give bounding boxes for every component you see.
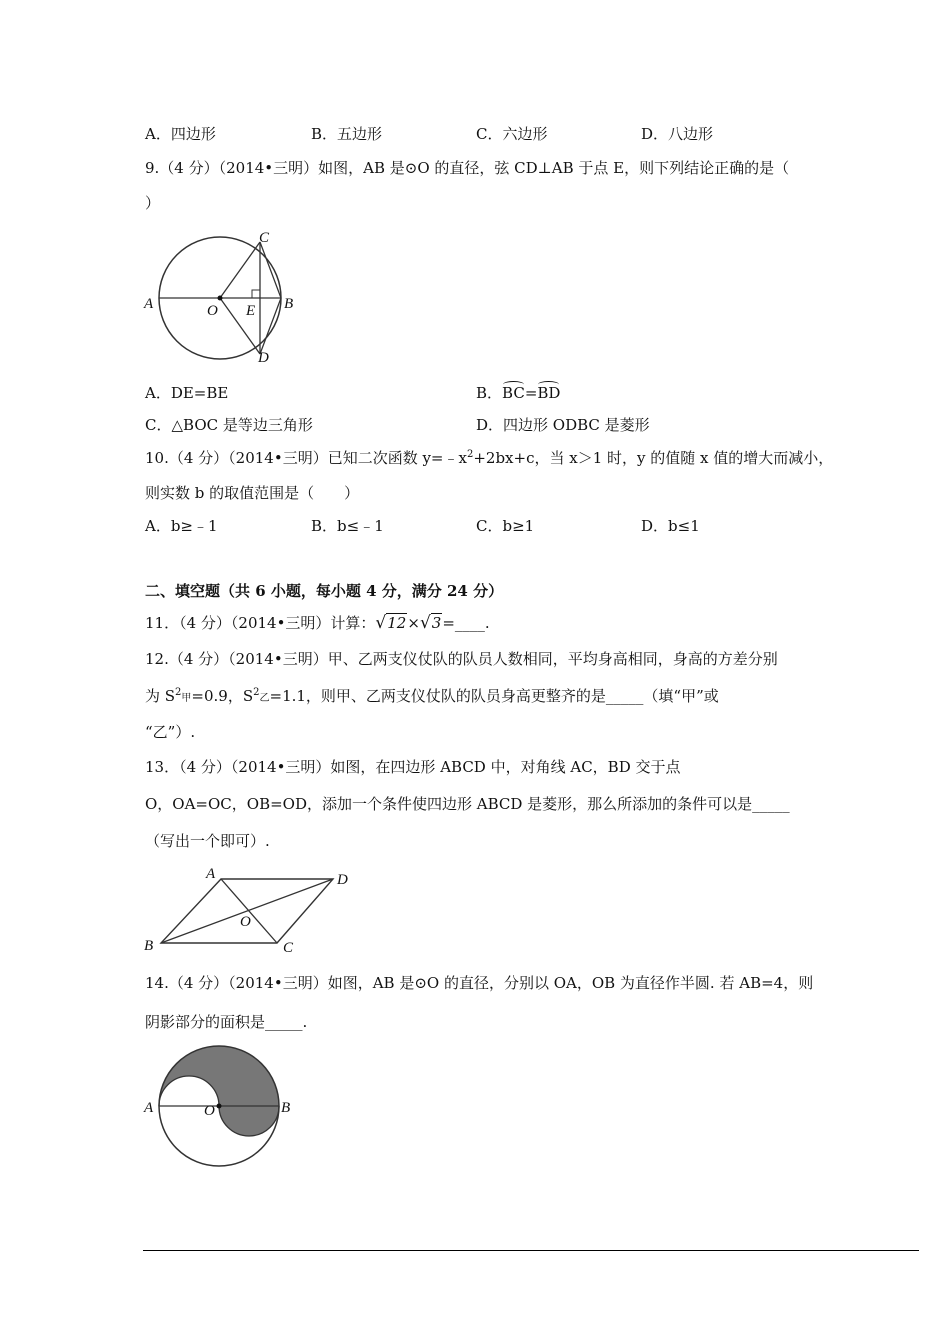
q12-sup2: 2 <box>253 687 260 698</box>
q14-label-b: B <box>281 1100 291 1116</box>
q11-suffix: =____. <box>442 614 490 632</box>
q9-option-d: D．四边形 ODBC 是菱形 <box>476 416 650 434</box>
q8-option-c: C．六边形 <box>476 125 548 143</box>
q9-circle-figure <box>138 228 308 368</box>
q11-line: 11．（4 分）（2014•三明）计算：√12×√3=____. <box>145 613 490 633</box>
q8-option-a: A．四边形 <box>145 125 216 143</box>
q10-line1-sup: 2 <box>466 449 474 460</box>
q13-line3: （写出一个即可）. <box>145 832 270 850</box>
q12-sup1: 2 <box>175 687 182 698</box>
q14-line1: 14.（4 分）（2014•三明）如图，AB 是⊙O 的直径，分别以 OA，OB 为直径作半圆. 若 AB=4，则 <box>145 974 814 992</box>
q9-label-a: A <box>144 296 154 312</box>
q11-radicand-1: 12 <box>387 614 407 632</box>
q14-shaded-lower <box>219 1106 279 1136</box>
q12-line2-c: =1.1，则甲、乙两支仪仗队的队员身高更整齐的是_____（填“甲”或 <box>269 687 719 705</box>
q11-prefix: 11．（4 分）（2014•三明）计算： <box>145 614 376 632</box>
q13-label-b: B <box>144 938 154 954</box>
q12-line1: 12.（4 分）（2014•三明）甲、乙两支仪仗队的队员人数相同，平均身高相同，身高的方差分别 <box>145 650 778 668</box>
q10-option-b: B．b≤﹣1 <box>311 517 384 535</box>
q9-right-angle-mark <box>252 290 260 298</box>
q13-line1: 13．（4 分）（2014•三明）如图，在四边形 ABCD 中，对角线 AC，BD 交于点 <box>145 758 681 776</box>
section2-title: 二、填空题（共 6 小题，每小题 4 分，满分 24 分） <box>145 582 504 600</box>
q12-line2-b: =0.9，S <box>191 687 254 705</box>
q9-label-c: C <box>259 230 270 246</box>
q9-label-b: B <box>284 296 294 312</box>
q12-line3: “乙”）. <box>145 723 196 741</box>
q9-center-dot <box>218 296 223 301</box>
footer-rule <box>143 1250 919 1251</box>
q12-line2 <box>145 685 719 706</box>
q10-option-a: A．b≥﹣1 <box>145 517 218 535</box>
q9-segment-db <box>260 298 281 354</box>
q13-label-o: O <box>240 914 251 930</box>
q8-option-d: D．八边形 <box>641 125 714 143</box>
q9-label-o: O <box>207 303 218 319</box>
q12-sub2: 乙 <box>259 693 270 704</box>
q12-sub1: 甲 <box>181 693 192 704</box>
q13-diagonal-bd <box>161 879 333 943</box>
q11-radicand-2: 3 <box>431 614 442 632</box>
q13-diagonal-ac <box>221 879 277 943</box>
q9-option-b-prefix: B． <box>476 384 503 402</box>
q13-parallelogram-figure <box>138 862 358 957</box>
q9-stem-end: ） <box>145 194 161 212</box>
q12-line2-a: 为 S <box>145 687 176 705</box>
q8-option-b: B．五边形 <box>311 125 383 143</box>
q14-label-o: O <box>204 1103 215 1119</box>
q10-option-c: C．b≥1 <box>476 517 535 535</box>
q13-label-c: C <box>283 940 294 956</box>
q10-line1-part-a: 10.（4 分）（2014•三明）已知二次函数 y=﹣x <box>145 449 467 467</box>
q9-option-b-arc-bd: BD <box>537 384 561 402</box>
q14-label-a: A <box>144 1100 154 1116</box>
q9-label-e: E <box>246 303 256 319</box>
q11-times: × <box>407 614 420 632</box>
q9-option-a: A．DE=BE <box>145 384 229 402</box>
q14-circle-figure <box>138 1036 308 1171</box>
q9-stem: 9.（4 分）（2014•三明）如图，AB 是⊙O 的直径，弦 CD⊥AB 于点 E，则下列结论正确的是（ <box>145 159 790 177</box>
q10-line1-part-b: +2bx+c，当 x＞1 时，y 的值随 x 值的增大而减小， <box>473 449 834 467</box>
q10-line1 <box>145 447 833 468</box>
q9-segment-cb <box>260 242 281 298</box>
q13-label-a: A <box>206 866 216 882</box>
q9-option-b <box>476 382 560 403</box>
q10-option-d: D．b≤1 <box>641 517 700 535</box>
q9-label-d: D <box>258 350 269 366</box>
q13-label-d: D <box>337 872 348 888</box>
q14-line2: 阴影部分的面积是_____. <box>145 1013 308 1031</box>
q9-option-b-equals: = <box>524 384 538 402</box>
q9-option-c: C．△BOC 是等边三角形 <box>145 416 313 434</box>
q13-line2: O，OA=OC，OB=OD，添加一个条件使四边形 ABCD 是菱形，那么所添加的条件可以是_____ <box>145 795 790 813</box>
q9-option-b-arc-bc: BC <box>502 384 525 402</box>
q14-center-dot <box>217 1104 222 1109</box>
q10-line2: 则实数 b 的取值范围是（ ） <box>145 484 360 502</box>
